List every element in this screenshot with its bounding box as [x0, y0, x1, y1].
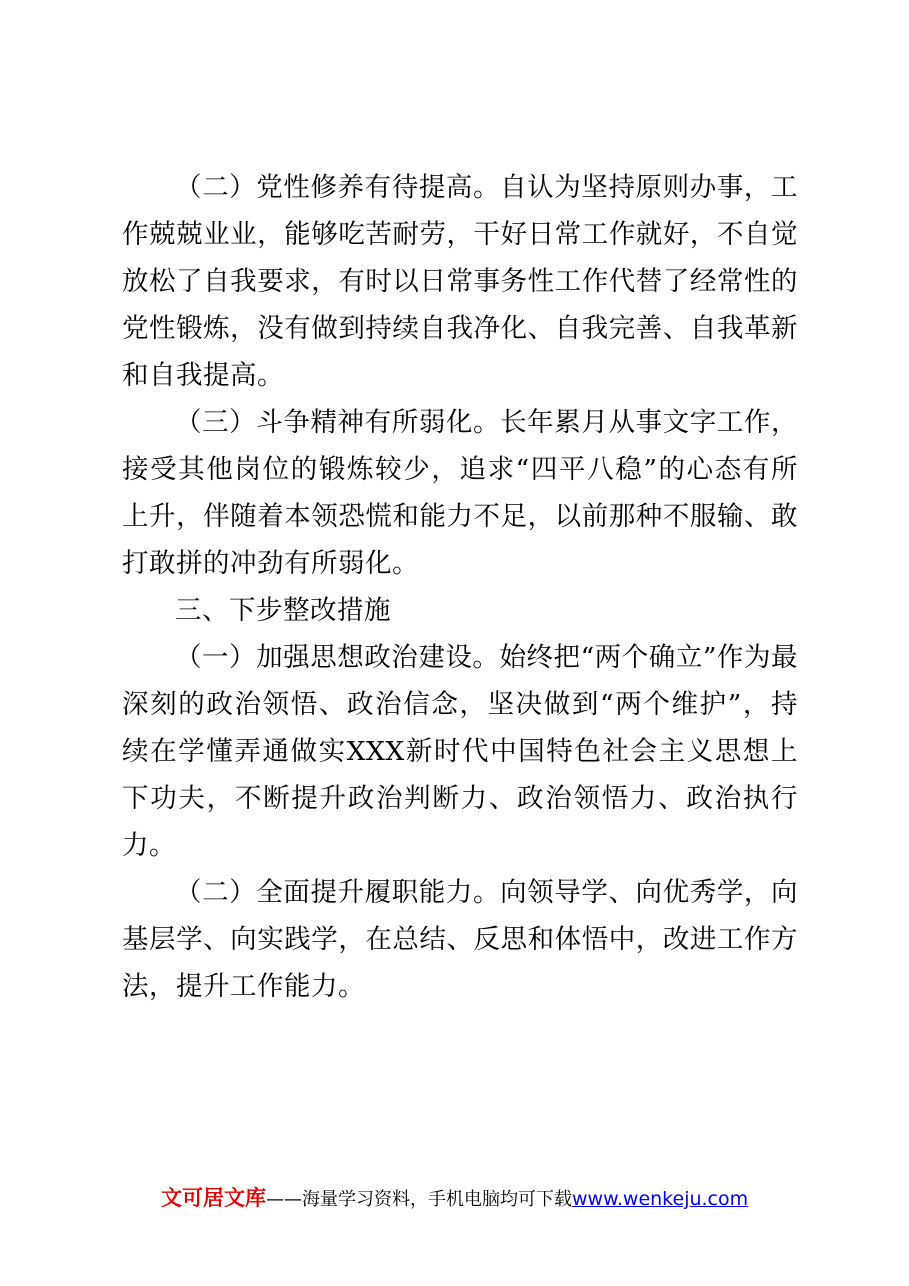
paragraph-duty-capability: （二）全面提升履职能力。向领导学、向优秀学，向基层学、向实践学，在总结、反思和体悟中，改进工作方法，提升工作能力。	[122, 877, 798, 1002]
footer-watermark	[161, 1182, 781, 1212]
footer-website-link[interactable]: www.wenkeju.com	[572, 1188, 749, 1210]
document-body	[122, 164, 798, 1010]
footer-brand: 文可居文库	[161, 1186, 266, 1210]
footer-tagline: ——海量学习资料，手机电脑均可下载	[266, 1189, 572, 1210]
paragraph-struggle-spirit: （三）斗争精神有所弱化。长年累月从事文字工作，接受其他岗位的锻炼较少，追求“四平八稳”的心态有所上升，伴随着本领恐慌和能力不足，以前那种不服输、敢打敢拼的冲劲有所弱化。	[122, 407, 798, 579]
section-heading-rectification: 三、下步整改措施	[175, 595, 391, 626]
paragraph-party-spirit: （二）党性修养有待提高。自认为坚持原则办事，工作兢兢业业，能够吃苦耐劳，干好日常工作就好，不自觉放松了自我要求，有时以日常事务性工作代替了经常性的党性锻炼，没有做到持续自我净化、自我完善、自我革新和自我提高。	[122, 172, 798, 391]
paragraph-political-building: （一）加强思想政治建设。始终把“两个确立”作为最深刻的政治领悟、政治信念，坚决做到“两个维护”，持续在学懂弄通做实XXX新时代中国特色社会主义思想上下功夫，不断提升政治判断力、政治领悟力、政治执行力。	[122, 642, 798, 861]
